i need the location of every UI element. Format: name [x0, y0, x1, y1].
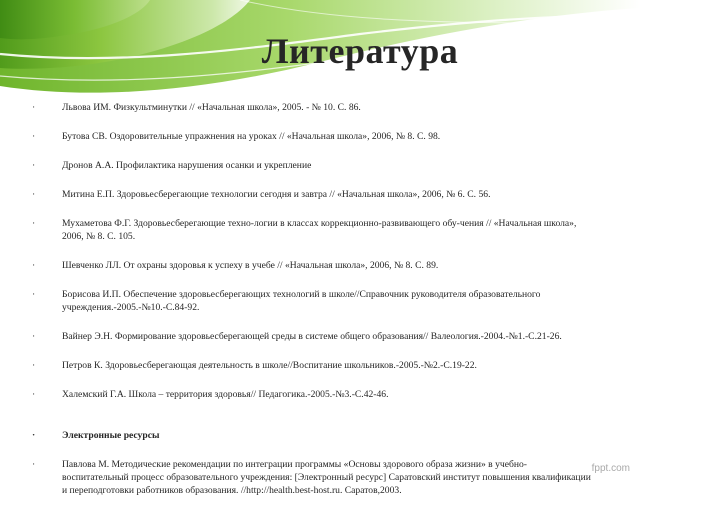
electronic-resource-item: [32, 458, 592, 497]
bullet-icon: ·: [32, 331, 36, 342]
reference-item: [32, 101, 592, 114]
reference-item: [32, 288, 592, 314]
fppt-watermark: fppt.com: [591, 463, 630, 474]
reference-text: Халемский Г.А. Школа – территория здоровья// Педагогика.-2005.-№3.-С.42-46.: [62, 389, 389, 400]
reference-item: [32, 217, 592, 243]
reference-item: [32, 259, 592, 272]
reference-text: Петров К. Здоровьесберегающая деятельность в школе//Воспитание школьников.-2005.-№2.-С.19-22.: [62, 360, 477, 371]
reference-text: Львова ИМ. Физкультминутки // «Начальная школа», 2005. - № 10. С. 86.: [62, 102, 361, 113]
bullet-icon: ·: [32, 389, 36, 400]
reference-item: [32, 159, 592, 172]
reference-text: Митина Е.П. Здоровьесберегающие технологии сегодня и завтра // «Начальная школа», 2006, № 6. С. 56.: [62, 189, 491, 200]
bullet-icon: ·: [32, 430, 36, 441]
reference-item: [32, 330, 592, 343]
reference-list: [32, 101, 592, 513]
bullet-icon: ·: [32, 131, 36, 142]
bullet-icon: ·: [32, 289, 36, 300]
electronic-resources-heading: [32, 429, 592, 442]
reference-text: Дронов А.А. Профилактика нарушения осанки и укрепление: [62, 160, 312, 171]
bullet-icon: ·: [32, 360, 36, 371]
reference-item: [32, 359, 592, 372]
bullet-icon: ·: [32, 160, 36, 171]
slide-title: Литература: [261, 31, 459, 71]
reference-text: Шевченко ЛЛ. От охраны здоровья к успеху в учебе // «Начальная школа», 2006, № 8. С. 89.: [62, 260, 439, 271]
reference-item: [32, 188, 592, 201]
reference-text: Павлова М. Методические рекомендации по интеграции программы «Основы здорового образа жизни» в учебно-воспитательный процесс образовательного учреждения: [Электронный ресурс] Саратовский институт повышения квалификации и переподготовки работников образования. //http://health.best-host.ru. Саратов,2003.: [62, 459, 591, 496]
reference-text: Мухаметова Ф.Г. Здоровьесберегающие техно-логии в классах коррекционно-развивающего обу-чения // «Начальная школа», 2006, № 8. С. 105.: [62, 218, 577, 242]
bullet-icon: ·: [32, 218, 36, 229]
reference-text: Бутова СВ. Оздоровительные упражнения на уроках // «Начальная школа», 2006, № 8. С. 98.: [62, 131, 441, 142]
bullet-icon: ·: [32, 102, 36, 113]
reference-item: [32, 130, 592, 143]
reference-text: Борисова И.П. Обеспечение здоровьесберегающих технологий в школе//Справочник руководителя образовательного учреждения.-2005.-№10.-С.84-92.: [62, 289, 541, 313]
reference-text: Вайнер Э.Н. Формирование здоровьесберегающей среды в системе общего образования// Валеология.-2004.-№1.-С.21-26.: [62, 331, 562, 342]
bullet-icon: ·: [32, 459, 36, 470]
reference-item: [32, 388, 592, 401]
bullet-icon: ·: [32, 260, 36, 271]
section-heading-text: Электронные ресурсы: [62, 430, 160, 441]
bullet-icon: ·: [32, 189, 36, 200]
